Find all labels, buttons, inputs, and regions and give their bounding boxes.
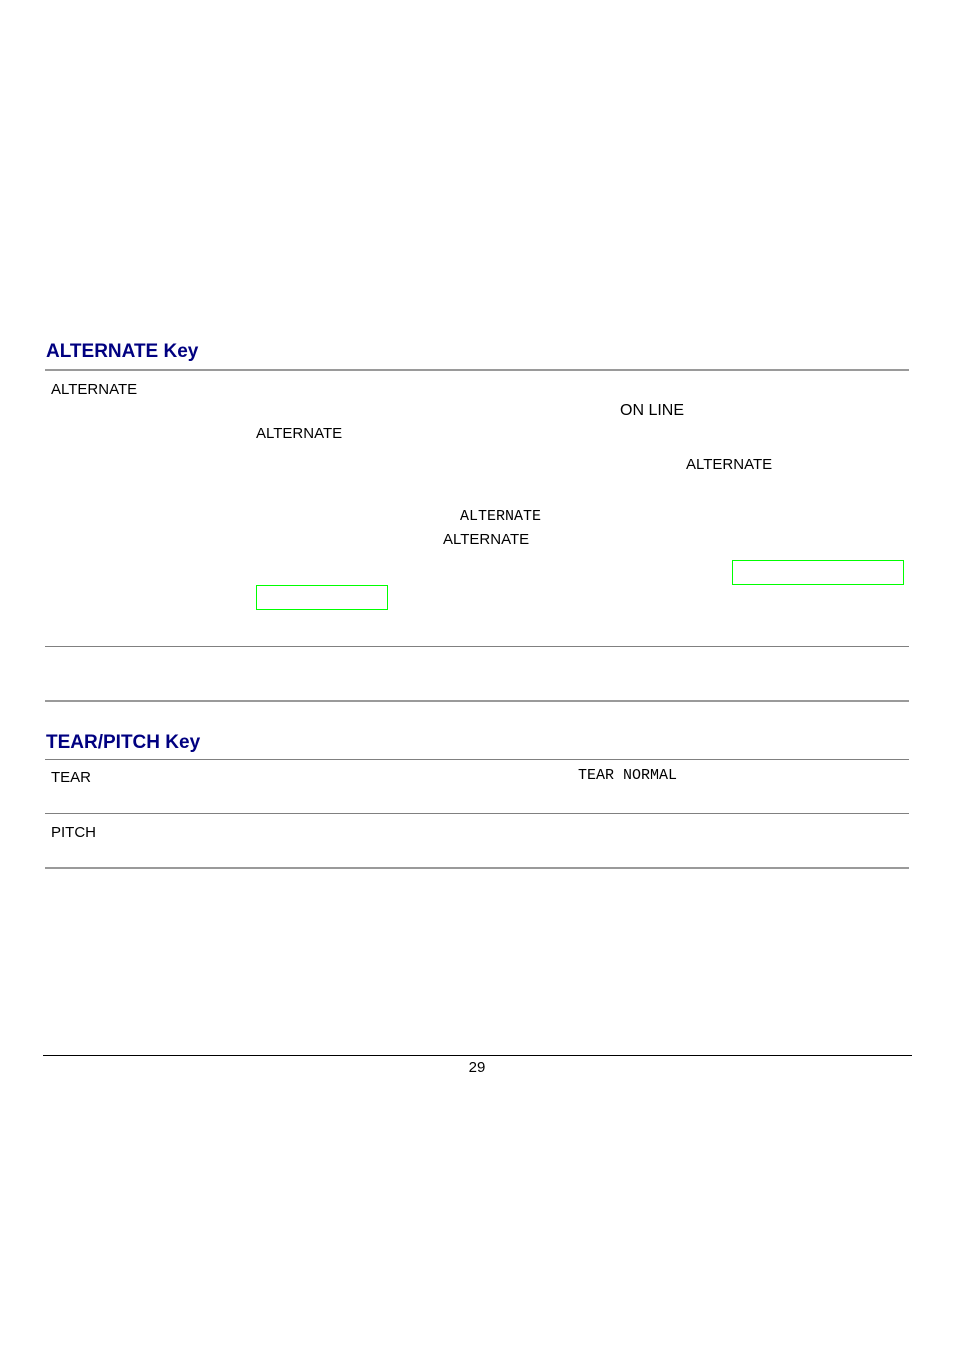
table-rule-top xyxy=(45,759,909,760)
section-rule-top xyxy=(45,369,909,371)
text-alternate-mono: ALTERNATE xyxy=(460,508,542,525)
value-tear-normal: TEAR NORMAL xyxy=(578,767,678,784)
section-rule-bottom xyxy=(45,646,909,647)
table-rule-bottom xyxy=(45,867,909,869)
page-number: 29 xyxy=(468,1059,486,1076)
cross-reference-link-1[interactable] xyxy=(732,560,904,585)
term-tear: TEAR xyxy=(51,769,92,786)
text-alternate-2: ALTERNATE xyxy=(686,456,773,473)
section-divider xyxy=(45,700,909,702)
text-on-line: ON LINE xyxy=(620,402,685,419)
term-alternate: ALTERNATE xyxy=(51,381,138,398)
section-heading-alternate-key: ALTERNATE Key xyxy=(46,341,199,362)
text-alternate-3: ALTERNATE xyxy=(443,531,530,548)
section-heading-tear-pitch-key: TEAR/PITCH Key xyxy=(46,732,201,753)
table-row-divider xyxy=(45,813,909,814)
cross-reference-link-2[interactable] xyxy=(256,585,388,610)
text-alternate-1: ALTERNATE xyxy=(256,425,343,442)
footer-rule xyxy=(43,1055,912,1056)
term-pitch: PITCH xyxy=(51,824,96,841)
